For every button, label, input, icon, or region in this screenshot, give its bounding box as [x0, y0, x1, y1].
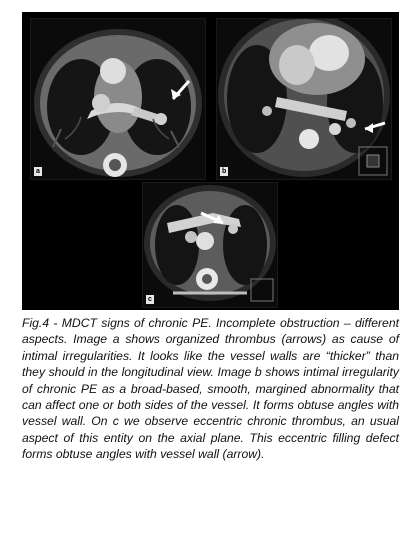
- ct-panel-c: [142, 182, 278, 308]
- ct-scan-image-b: [217, 19, 391, 179]
- figure-caption: Fig.4 - MDCT signs of chronic PE. Incomplete obstruction – different aspects. Image a shows organized thrombus (arrows) as cause of intimal irregularities. It looks like the vessel walls are “thicker” than they should in the longitudinal view. Image b shows intimal irregularity of chronic PE as a broad-based, smooth, margined abnormality that can affect one or both sides of the vessel. It forms obtuse angles with vessel wall. On c we observe eccentric chronic thrombus, an usual aspect of this entity on the axial plane. This eccentric filling defect forms obtuse angles with vessel wall (arrow).: [22, 316, 399, 462]
- ct-panel-b: [216, 18, 392, 180]
- ct-scan-image-c: [143, 183, 277, 307]
- panel-label-a: a: [36, 168, 40, 175]
- ct-figure: [22, 12, 399, 310]
- ct-panel-a: [30, 18, 206, 180]
- panel-label-b: b: [222, 168, 227, 175]
- panel-label-c: c: [148, 296, 152, 303]
- ct-scan-image-a: [31, 19, 205, 179]
